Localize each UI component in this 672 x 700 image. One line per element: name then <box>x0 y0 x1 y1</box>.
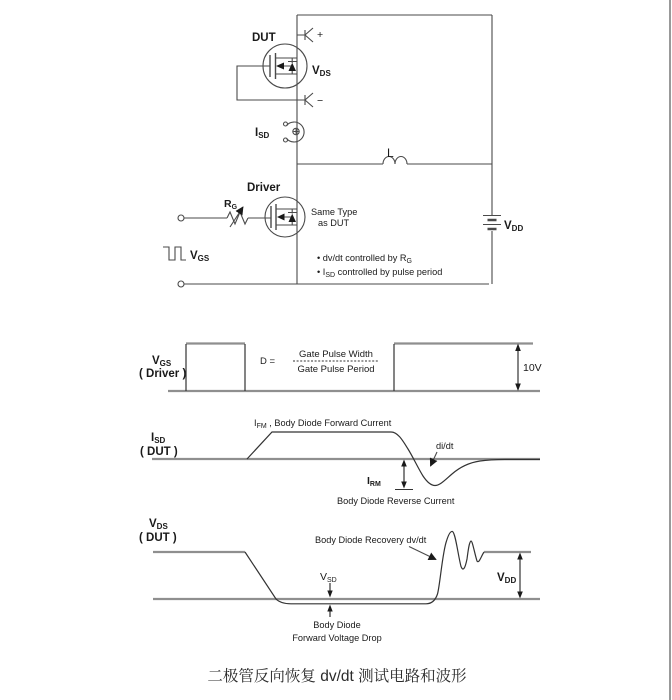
note-dvdt-sub: G <box>406 257 412 265</box>
vds-probe-sub: DS <box>319 69 331 78</box>
probe-minus-label: − <box>317 95 324 107</box>
vdd-label <box>504 220 523 233</box>
recovery-note: Body Diode Recovery dv/dt <box>315 535 427 545</box>
vsd-base: V <box>320 571 328 583</box>
isd-wf-base: I <box>151 432 155 444</box>
inductor-label: L <box>387 146 394 160</box>
vgs-waveform-label <box>152 355 172 368</box>
dut-label: DUT <box>252 32 276 44</box>
circuit-diagram <box>163 15 523 287</box>
vds-wf-sub: DS <box>156 522 168 531</box>
isd-probe-sub: SD <box>258 131 270 140</box>
recovery-arrow <box>409 547 436 560</box>
irm-base: I <box>367 475 370 487</box>
amplitude-arrow <box>515 344 521 392</box>
battery-symbol <box>483 216 501 230</box>
note-dvdt-pre: • dv/dt controlled by R <box>317 253 407 263</box>
ifm-base: I <box>254 418 257 428</box>
vdd-sub: DD <box>511 224 524 233</box>
driver-mosfet-symbol <box>265 197 305 237</box>
current-probe-icon <box>284 122 305 142</box>
same-type-line1: Same Type <box>311 207 358 217</box>
duty-numerator: Gate Pulse Width <box>299 349 373 360</box>
circuit-wires <box>184 15 492 284</box>
isd-waveform-paren: ( DUT ) <box>140 446 178 458</box>
probe-plus-label: + <box>317 29 324 41</box>
duty-denominator: Gate Pulse Period <box>297 364 375 375</box>
duty-lhs: D = <box>260 356 276 367</box>
rg-label <box>224 198 238 211</box>
vsd-label <box>320 571 337 584</box>
dut-mosfet-symbol <box>263 44 307 88</box>
vgs-amplitude-label: 10V <box>523 362 542 374</box>
terminal-icon <box>178 215 184 221</box>
vds-probe-label <box>312 65 331 78</box>
rg-base: R <box>224 198 232 210</box>
variable-resistor-symbol <box>227 207 248 227</box>
vdd-level-label <box>497 572 516 585</box>
vgs-wf-base: V <box>152 355 160 367</box>
vgs-source-label <box>190 250 210 263</box>
vgs-source-base: V <box>190 250 198 262</box>
vdd-base: V <box>504 220 512 232</box>
forward-drop-line1: Body Diode <box>313 620 361 630</box>
vdd-level-base: V <box>497 572 505 584</box>
isd-waveform-label <box>151 432 166 445</box>
isd-waveform <box>140 418 540 506</box>
figure-caption: 二极管反向恢复 dv/dt 测试电路和波形 <box>207 668 467 685</box>
driver-label: Driver <box>247 182 281 194</box>
vgs-waveform <box>139 344 542 392</box>
rg-sub: G <box>231 204 238 211</box>
forward-drop-line2: Forward Voltage Drop <box>292 633 382 643</box>
vdd-level-sub: DD <box>504 576 517 585</box>
vgs-source-sub: GS <box>197 254 210 263</box>
reverse-current-note: Body Diode Reverse Current <box>337 496 455 506</box>
note-isd-sub: SD <box>325 271 336 279</box>
note-isd <box>317 267 442 279</box>
terminal-icon <box>178 281 184 287</box>
isd-wf-sub: SD <box>154 436 166 445</box>
vds-probe-base: V <box>312 65 320 77</box>
vds-waveform-paren: ( DUT ) <box>139 532 177 544</box>
note-isd-pre: • I <box>317 267 326 277</box>
vgs-waveform-paren: ( Driver ) <box>139 368 187 380</box>
note-dvdt <box>317 253 412 265</box>
vds-probe-icon <box>297 28 313 107</box>
note-isd-post: controlled by pulse period <box>335 267 443 277</box>
pulse-source-icon <box>163 247 186 260</box>
vds-wf-base: V <box>149 518 157 530</box>
forward-current-note <box>254 418 392 430</box>
ifm-sub: FM <box>256 422 267 430</box>
isd-probe-base: I <box>255 127 259 139</box>
ifm-post: , Body Diode Forward Current <box>266 418 392 428</box>
irm-sub: RM <box>369 481 381 488</box>
vds-waveform-label <box>149 518 168 531</box>
vgs-wf-sub: GS <box>159 359 172 368</box>
vsd-sub: SD <box>327 577 337 584</box>
isd-probe-label <box>255 127 270 140</box>
vds-waveform <box>139 518 540 643</box>
vdd-arrow <box>517 553 523 599</box>
same-type-line2: as DUT <box>318 218 350 228</box>
irm-label <box>367 475 381 488</box>
didt-label: di/dt <box>436 441 454 451</box>
irm-arrow <box>395 460 413 490</box>
